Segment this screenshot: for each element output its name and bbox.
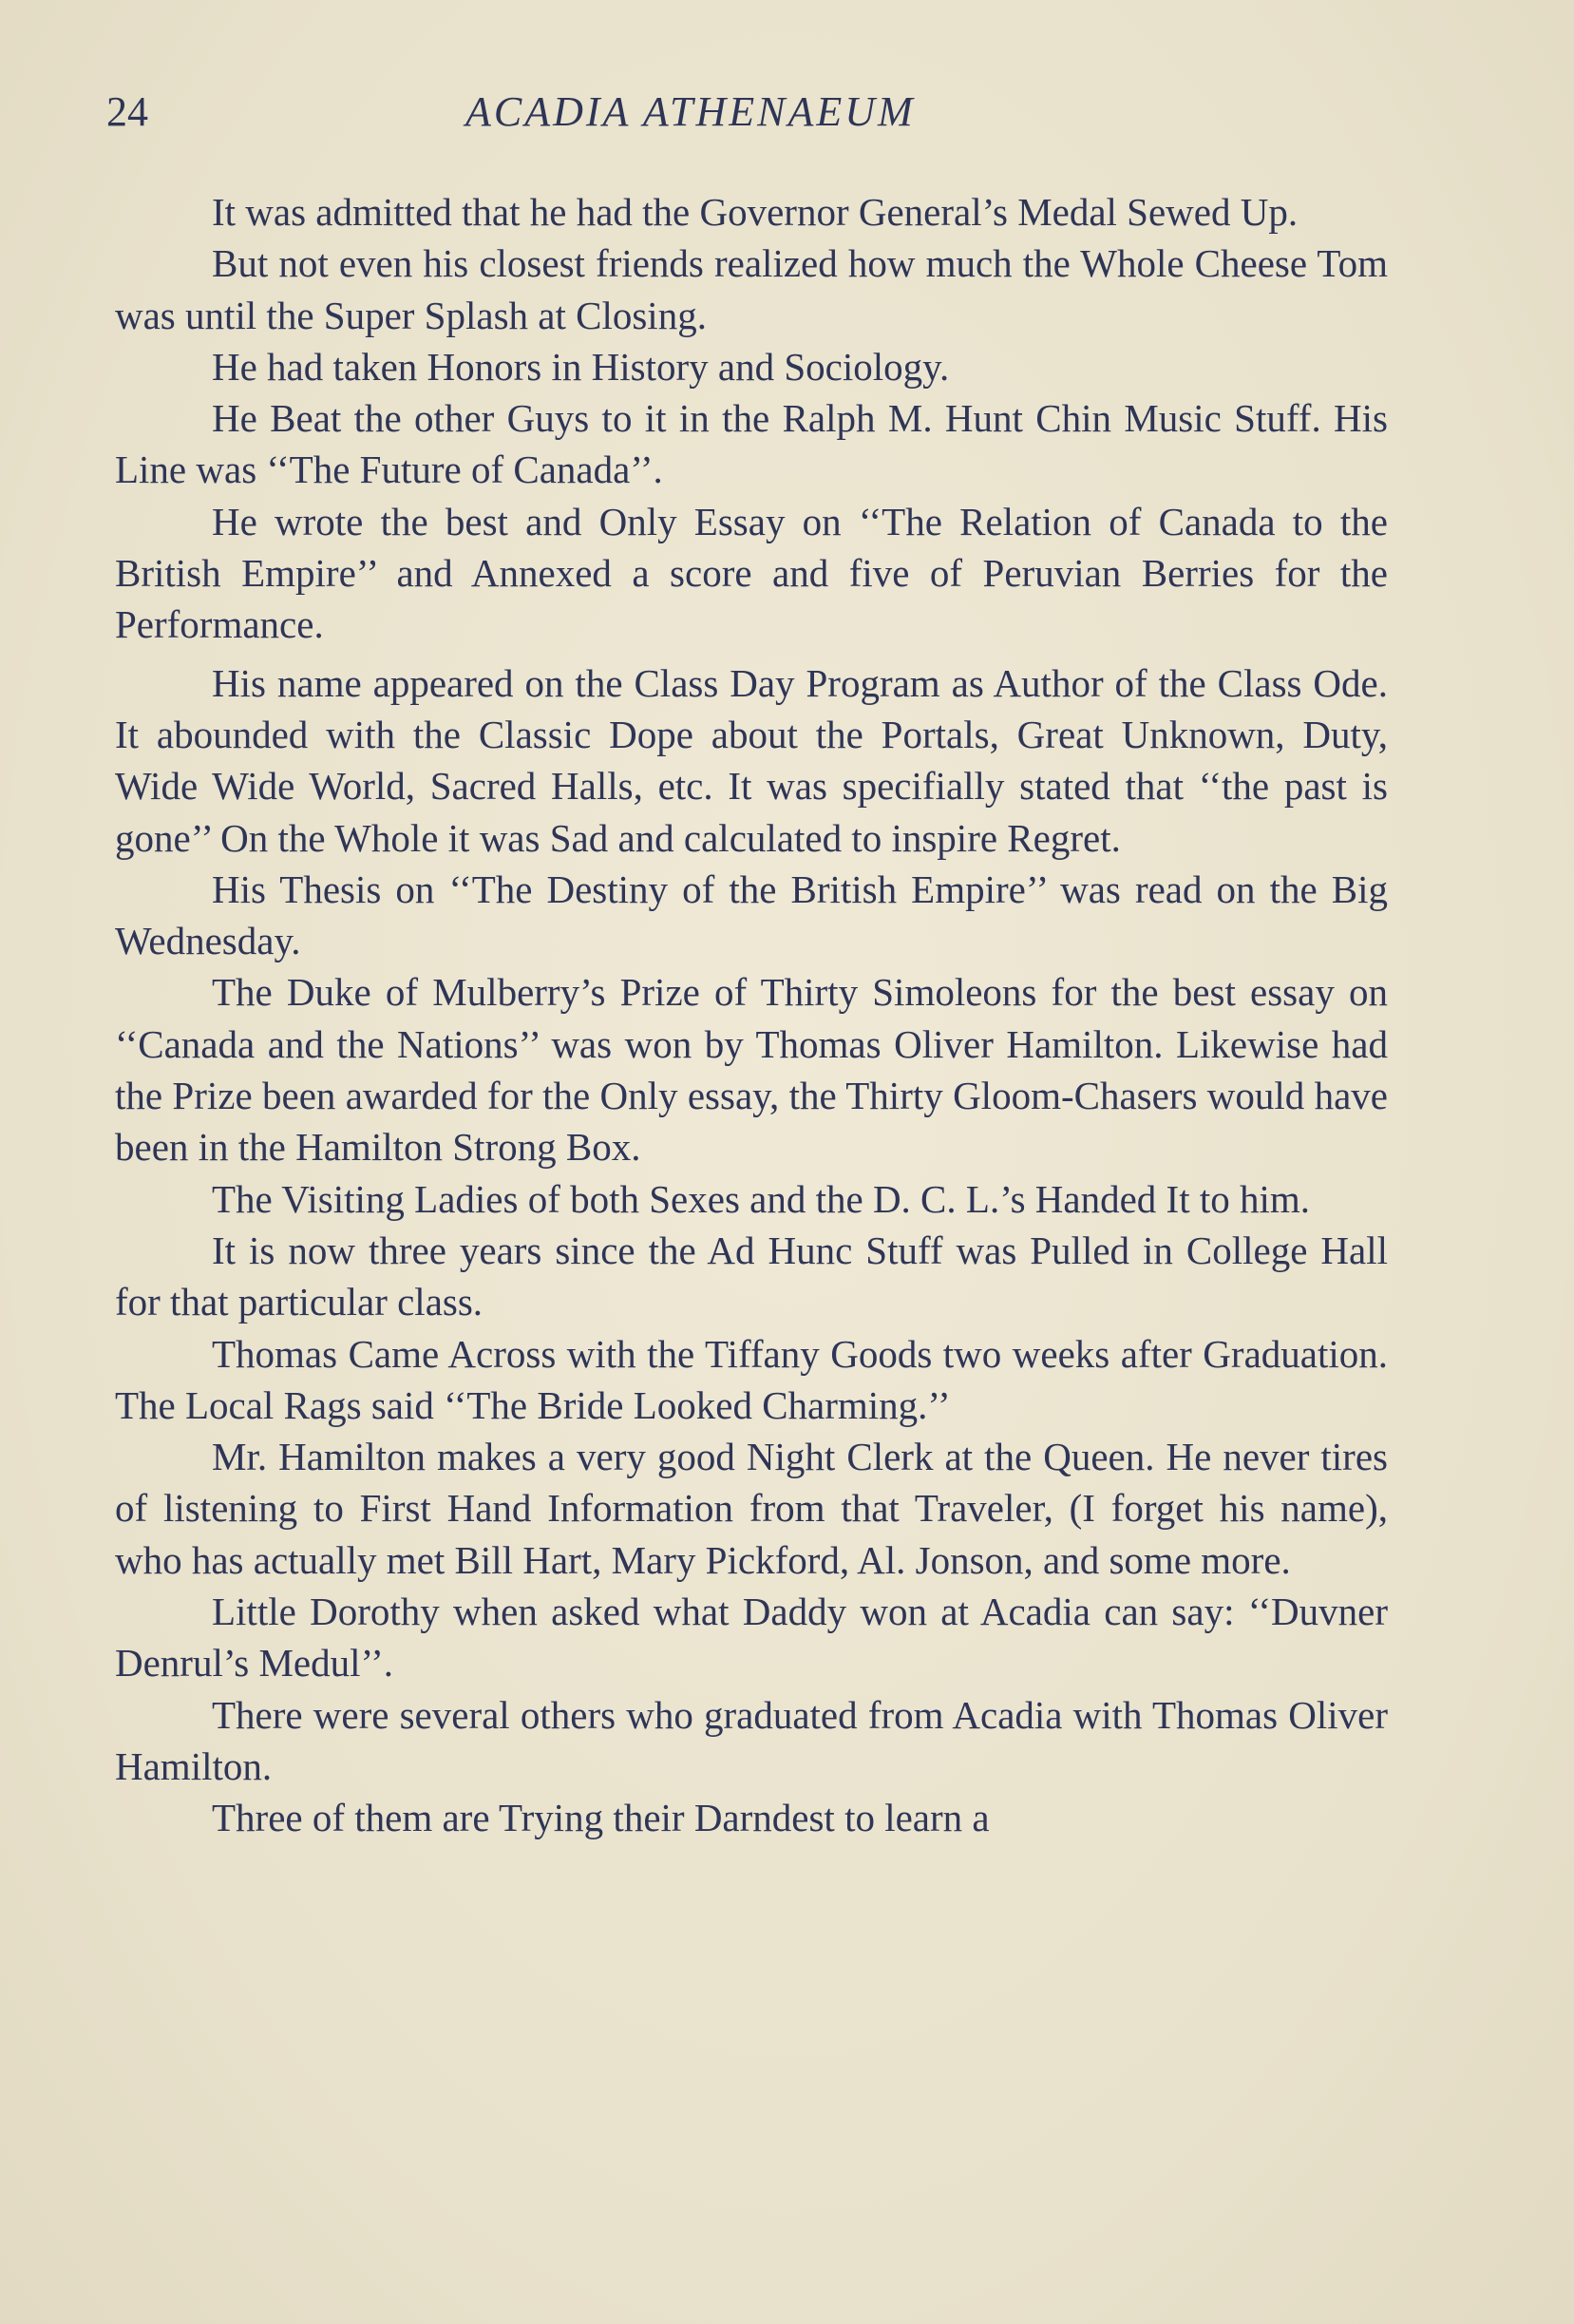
paragraph: But not even his closest friends realized how much the Whole Cheese Tom was until the Super Splash at Closing. <box>115 241 1388 337</box>
paragraph: His Thesis on ‘‘The Destiny of the British Empire’’ was read on the Big Wednesday. <box>115 867 1388 963</box>
running-title: ACADIA ATHENAEUM <box>465 88 916 135</box>
paragraph: It was admitted that he had the Governor General’s Medal Sewed Up. <box>212 190 1299 234</box>
paragraph: His name appeared on the Class Day Program as Author of the Class Ode. It abounded with the Classic Dope about the Portals, Great Unknown, Duty, Wide Wide World, Sacred Halls, etc. It was specifially stated that ‘‘the past is gone’’ On the Whole it was Sad and calculated to inspire Regret. <box>115 660 1388 860</box>
paragraph: There were several others who graduated from Acadia with Thomas Oliver Hamilton. <box>115 1692 1388 1788</box>
paragraph: Mr. Hamilton makes a very good Night Clerk at the Queen. He never tires of listening to First Hand Information from that Traveler, (I forget his name), who has actually met Bill Hart, Mary Pickford, Al. Jonson, and some more. <box>115 1435 1388 1582</box>
paragraph: The Duke of Mulberry’s Prize of Thirty Simoleons for the best essay on ‘‘Canada and the Nations’’ was won by Thomas Oliver Hamilton. Likewise had the Prize been awarded for the Only essay, the Thirty Gloom-Chasers would have been in the Hamilton Strong Box. <box>115 970 1388 1170</box>
page-header <box>106 87 1398 144</box>
paragraph: The Visiting Ladies of both Sexes and the D. C. L.’s Handed It to him. <box>212 1176 1311 1221</box>
paragraph: Three of them are Trying their Darndest to learn a <box>212 1796 990 1840</box>
page-number: 24 <box>106 88 148 135</box>
paragraph: Little Dorothy when asked what Daddy won at Acadia can say: ‘‘Duvner Denrul’s Medul’’. <box>115 1590 1388 1686</box>
paragraph: He wrote the best and Only Essay on ‘‘The Relation of Canada to the British Empire’’ and Annexed a score and five of Peruvian Berries for the Performance. <box>115 499 1388 647</box>
paragraph: It is now three years since the Ad Hunc Stuff was Pulled in College Hall for that particular class. <box>115 1228 1388 1324</box>
paragraph: Thomas Came Across with the Tiffany Goods two weeks after Graduation. The Local Rags said ‘‘The Bride Looked Charming.’’ <box>115 1331 1388 1427</box>
article-body <box>115 186 1388 1844</box>
paragraph: He had taken Honors in History and Sociology. <box>212 344 950 389</box>
paragraph: He Beat the other Guys to it in the Ralph M. Hunt Chin Music Stuff. His Line was ‘‘The Future of Canada’’. <box>115 396 1388 492</box>
